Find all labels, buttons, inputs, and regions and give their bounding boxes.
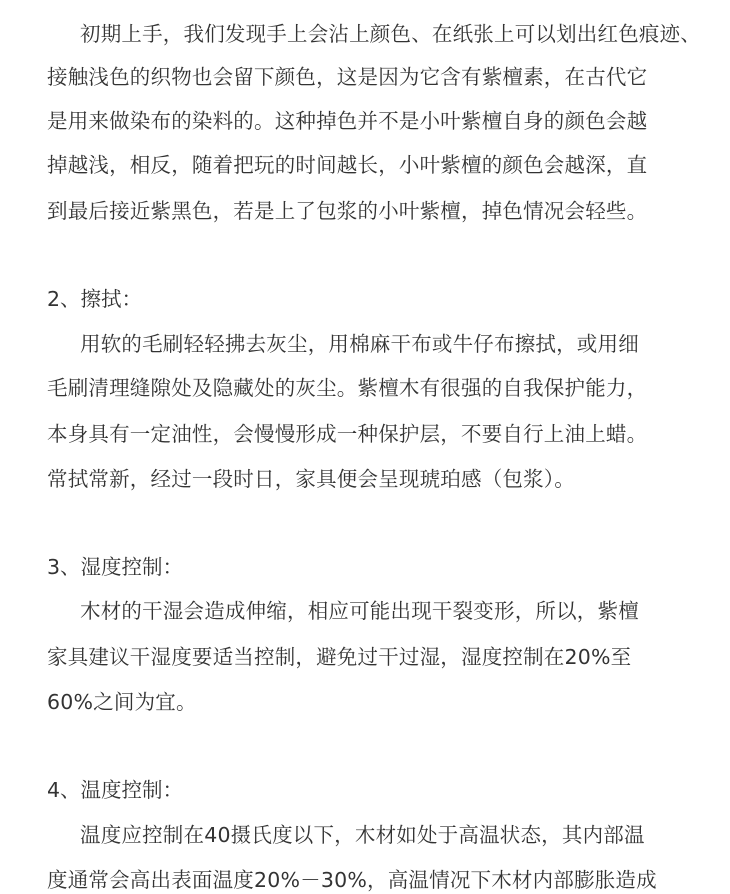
text-line: 常拭常新，经过一段时日，家具便会呈现琥珀感（包浆）。: [47, 467, 575, 491]
text-line: 温度应控制在40摄氏度以下，木材如处于高温状态，其内部温: [80, 823, 645, 847]
text-line: 家具建议干湿度要适当控制，避免过干过湿，湿度控制在20%至: [47, 645, 632, 669]
text-line: 木材的干湿会造成伸缩，相应可能出现干裂变形，所以，紫檀: [80, 599, 639, 623]
section-heading-wiping: 2、擦拭：: [47, 287, 143, 311]
text-line: 度通常会高出表面温度20%－30%，高温情况下木材内部膨胀造成: [47, 868, 657, 892]
text-line: 本身具有一定油性，会慢慢形成一种保护层，不要自行上油上蜡。: [47, 422, 648, 446]
section-heading-temperature: 4、温度控制：: [47, 778, 184, 802]
text-line: 用软的毛刷轻轻拂去灰尘，用棉麻干布或牛仔布擦拭，或用细: [80, 332, 639, 356]
text-line: 是用来做染布的染料的。这种掉色并不是小叶紫檀自身的颜色会越: [47, 109, 648, 133]
section-heading-humidity: 3、湿度控制：: [47, 555, 184, 579]
text-line: 掉越浅，相反，随着把玩的时间越长，小叶紫檀的颜色会越深，直: [47, 153, 648, 177]
text-line: 接触浅色的织物也会留下颜色，这是因为它含有紫檀素，在古代它: [47, 65, 648, 89]
text-line: 毛刷清理缝隙处及隐藏处的灰尘。紫檀木有很强的自我保护能力，: [47, 376, 648, 400]
text-line: 60%之间为宜。: [47, 690, 197, 714]
text-line: 到最后接近紫黑色，若是上了包浆的小叶紫檀，掉色情况会轻些。: [47, 199, 648, 223]
text-line: 初期上手，我们发现手上会沾上颜色、在纸张上可以划出红色痕迹、: [80, 22, 701, 46]
